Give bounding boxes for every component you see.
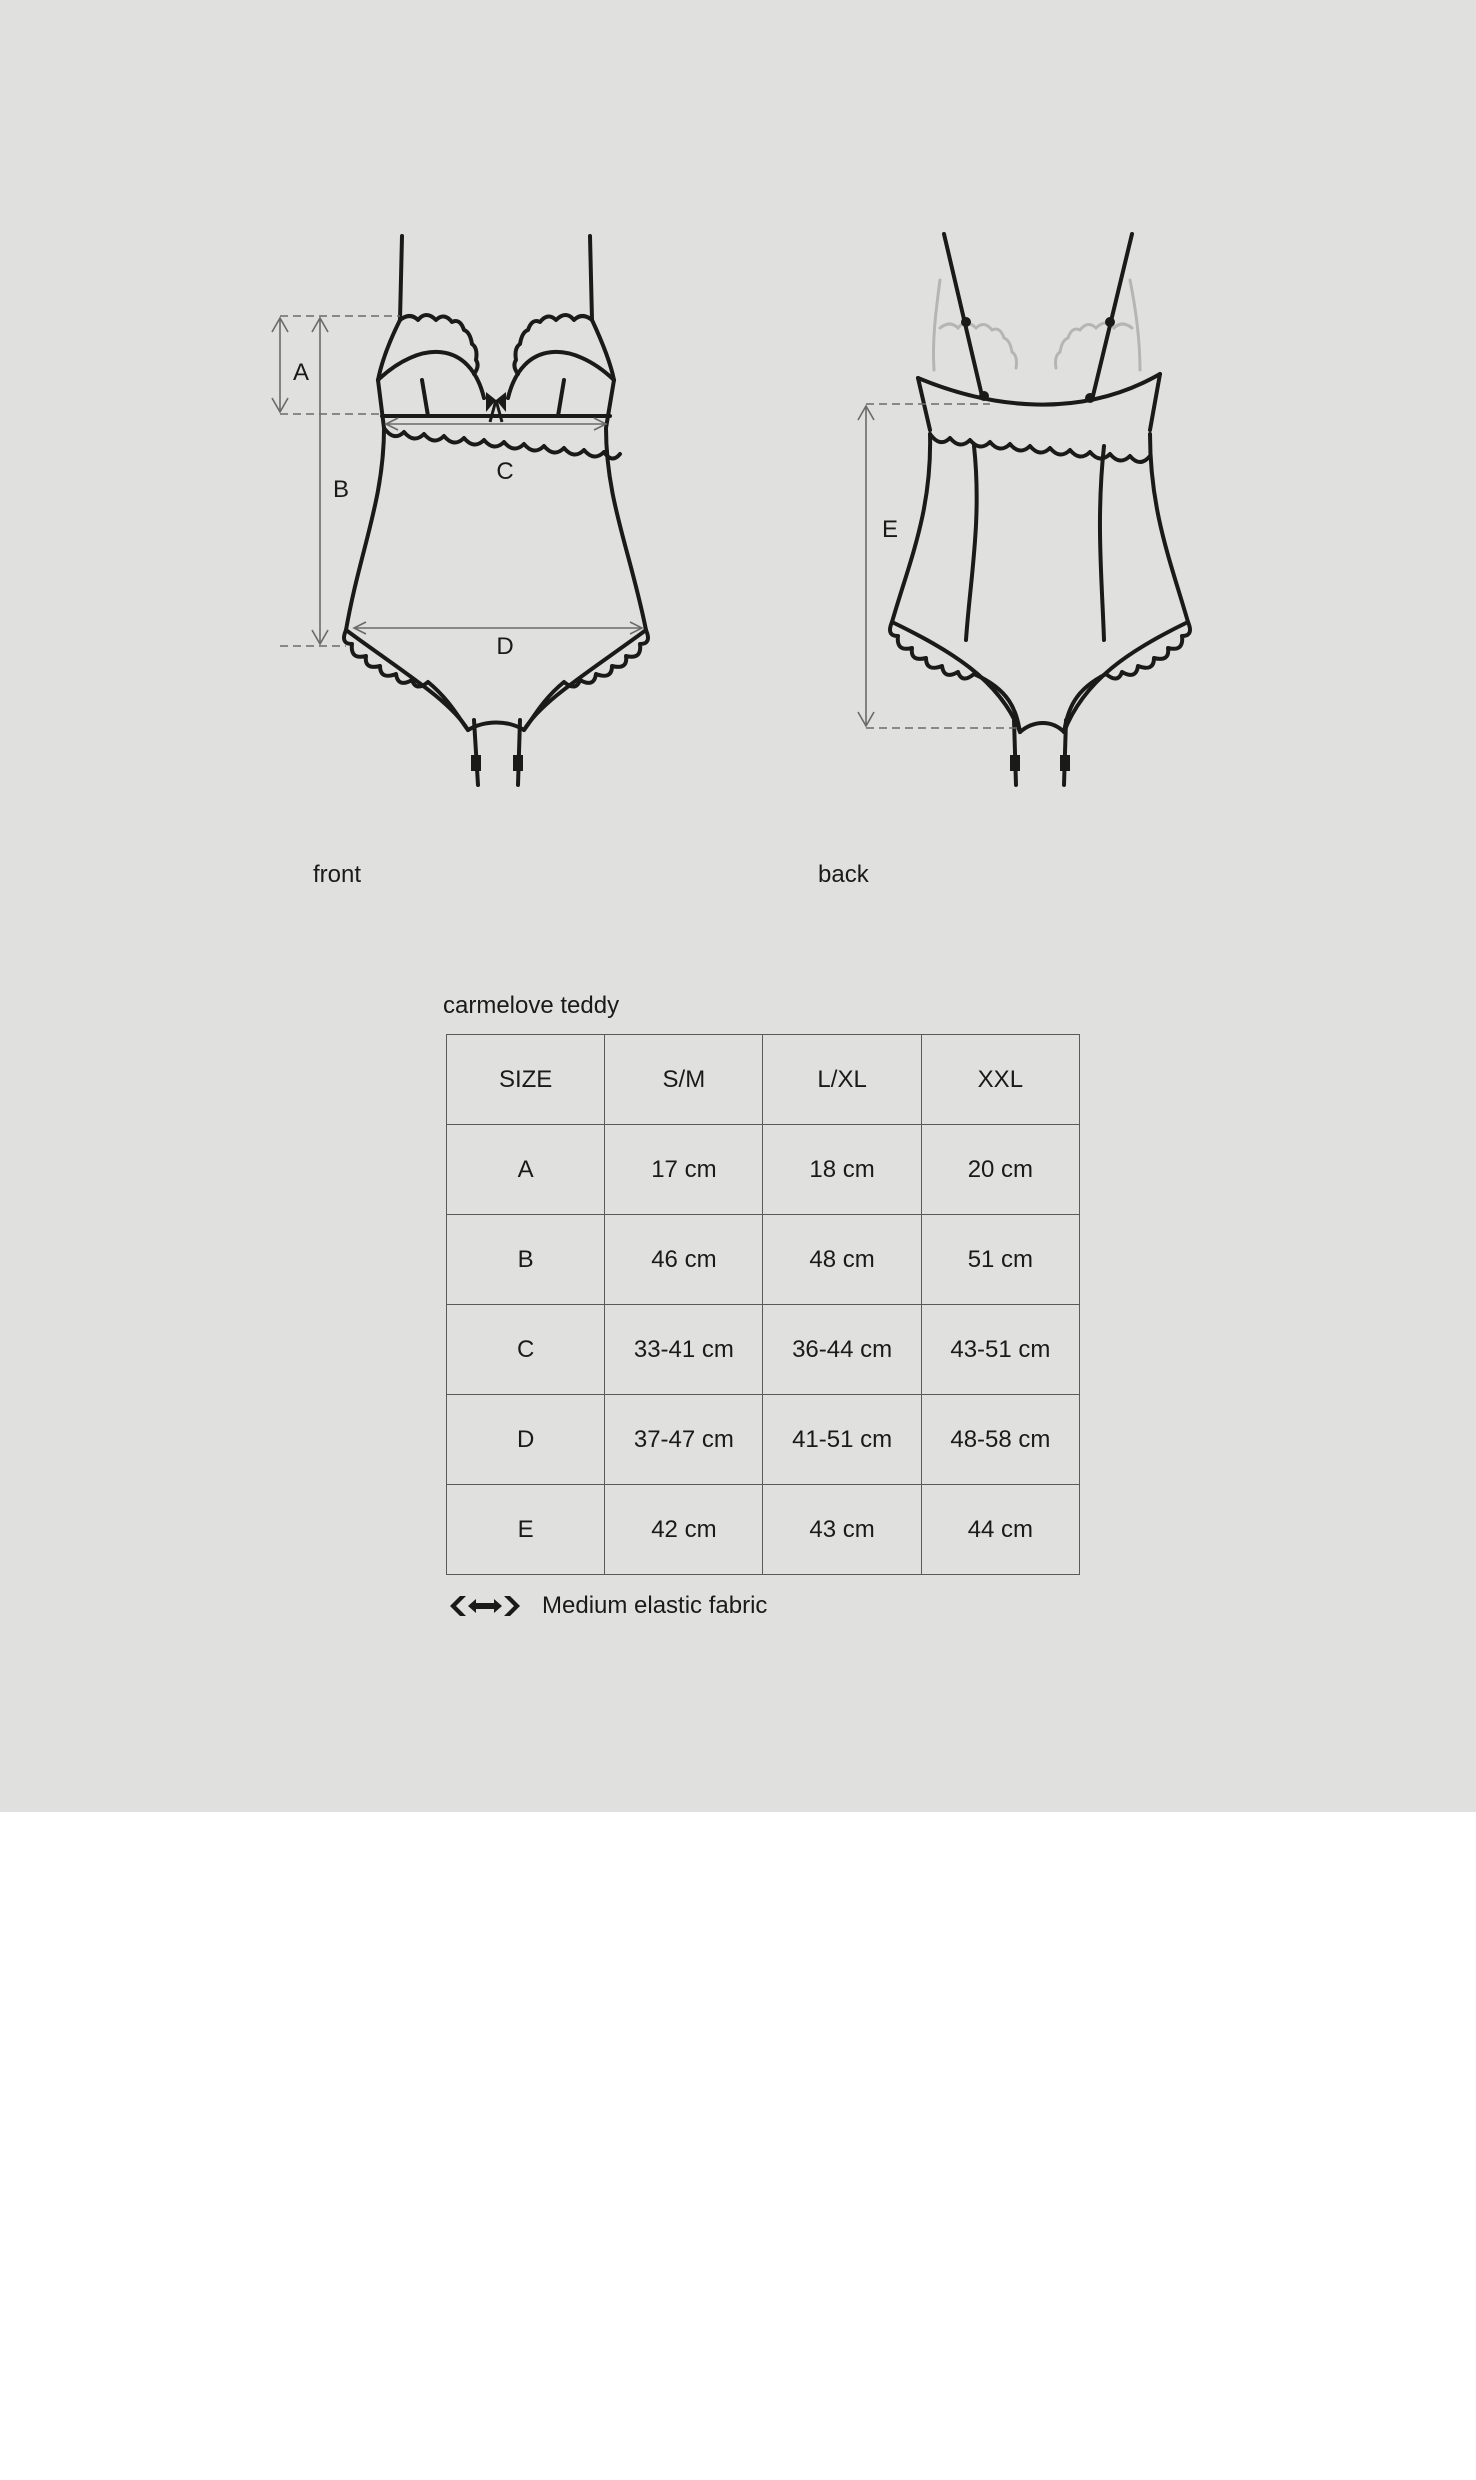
table-row	[447, 1395, 1080, 1485]
table-cell: E	[447, 1485, 605, 1575]
table-cell: 33-41 cm	[605, 1305, 763, 1395]
front-view-label: front	[313, 861, 362, 888]
table-cell: 51 cm	[921, 1215, 1079, 1305]
table-cell: 17 cm	[605, 1125, 763, 1215]
table-row	[447, 1125, 1080, 1215]
table-header-row	[447, 1035, 1080, 1125]
table-cell: 44 cm	[921, 1485, 1079, 1575]
dimension-label-e: E	[881, 516, 899, 543]
table-cell: C	[447, 1305, 605, 1395]
dimension-label-a: A	[292, 359, 310, 386]
header-cell: SIZE	[447, 1035, 605, 1125]
dimension-label-c: C	[496, 458, 514, 485]
table-cell: A	[447, 1125, 605, 1215]
header-cell: XXL	[921, 1035, 1079, 1125]
header-cell: L/XL	[763, 1035, 921, 1125]
table-cell: 43 cm	[763, 1485, 921, 1575]
elastic-legend	[446, 1592, 767, 1620]
table-cell: 43-51 cm	[921, 1305, 1079, 1395]
table-cell: 42 cm	[605, 1485, 763, 1575]
product-name: carmelove teddy	[443, 992, 620, 1019]
table-cell: 48 cm	[763, 1215, 921, 1305]
table-cell: 41-51 cm	[763, 1395, 921, 1485]
header-cell: S/M	[605, 1035, 763, 1125]
front-garment-drawing	[250, 220, 670, 800]
size-table	[446, 1034, 1080, 1575]
stretch-arrows-icon	[446, 1593, 524, 1619]
table-row	[447, 1305, 1080, 1395]
table-cell: B	[447, 1215, 605, 1305]
table-cell: 18 cm	[763, 1125, 921, 1215]
table-row	[447, 1215, 1080, 1305]
table-cell: 48-58 cm	[921, 1395, 1079, 1485]
table-cell: 36-44 cm	[763, 1305, 921, 1395]
table-row	[447, 1485, 1080, 1575]
table-cell: 20 cm	[921, 1125, 1079, 1215]
table-cell: 37-47 cm	[605, 1395, 763, 1485]
dimension-label-b: B	[332, 476, 350, 503]
back-garment-drawing	[840, 220, 1260, 800]
table-cell: D	[447, 1395, 605, 1485]
elastic-legend-text: Medium elastic fabric	[542, 1592, 768, 1619]
back-view-label: back	[818, 861, 869, 888]
dimension-label-d: D	[496, 633, 514, 660]
table-cell: 46 cm	[605, 1215, 763, 1305]
